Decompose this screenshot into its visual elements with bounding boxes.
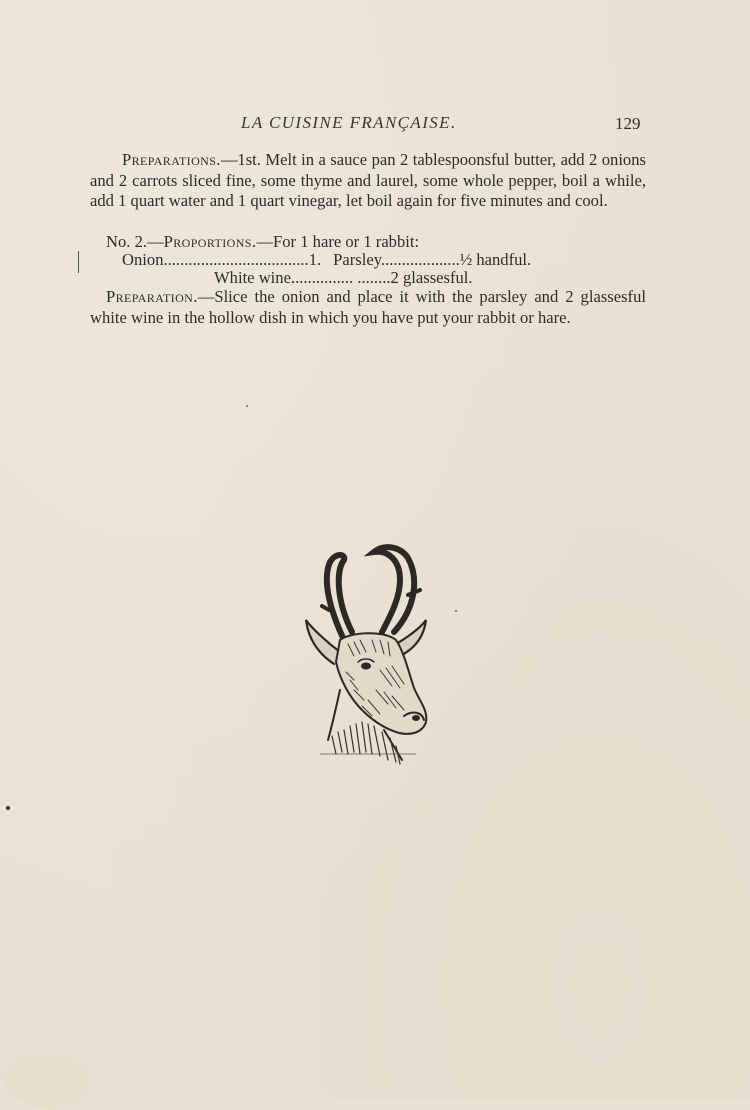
margin-mark (78, 251, 79, 273)
page-number: 129 (615, 114, 641, 133)
proportions-heading: Proportions. (163, 232, 257, 251)
dot-leader: ................................... (163, 250, 309, 269)
proportions-line (106, 232, 419, 252)
ingredient-onion-qty: 1. (308, 250, 322, 269)
dot-leader: ................... (380, 250, 460, 269)
proportions-text: —For 1 hare or 1 rabbit: (256, 232, 420, 251)
ingredient-onion-label: Onion (122, 250, 164, 269)
paragraph-heading: Preparation. (106, 287, 198, 306)
paper-stain (0, 1040, 115, 1110)
ingredient-parsley-label: Parsley (333, 250, 381, 269)
paragraph-preparation (90, 287, 646, 328)
paragraph-body: —1st. Melt in a sauce pan 2 tablespoonsful butter, add 2 onions and 2 carrots sliced fine, some thyme and laurel, some whole pepper, boil a while, add 1 quart water and 1 quart vinegar, let boil again for five minutes and cool. (90, 150, 646, 210)
dot-leader: ............... ........ (290, 268, 391, 287)
paragraph-preparations (90, 150, 646, 212)
ink-dot (6, 806, 10, 810)
ingredient-row (122, 250, 531, 270)
pronghorn-antelope-head-engraving (296, 540, 436, 770)
paragraph-heading: Preparations. (122, 150, 221, 169)
ingredient-row (214, 268, 473, 288)
ingredient-wine-label: White wine (214, 268, 291, 287)
paper-speck (246, 405, 248, 407)
ingredient-wine-qty: 2 glassesful. (390, 268, 473, 287)
paragraph-body: —Slice the onion and place it with the parsley and 2 glassesful white wine in the hollow dish in which you have put your rabbit or hare. (90, 287, 646, 327)
ingredient-parsley-qty: ½ handful. (459, 250, 532, 269)
recipe-number: No. 2.— (106, 232, 164, 251)
running-title: LA CUISINE FRANÇAISE. (241, 113, 457, 132)
paper-speck (455, 610, 457, 612)
